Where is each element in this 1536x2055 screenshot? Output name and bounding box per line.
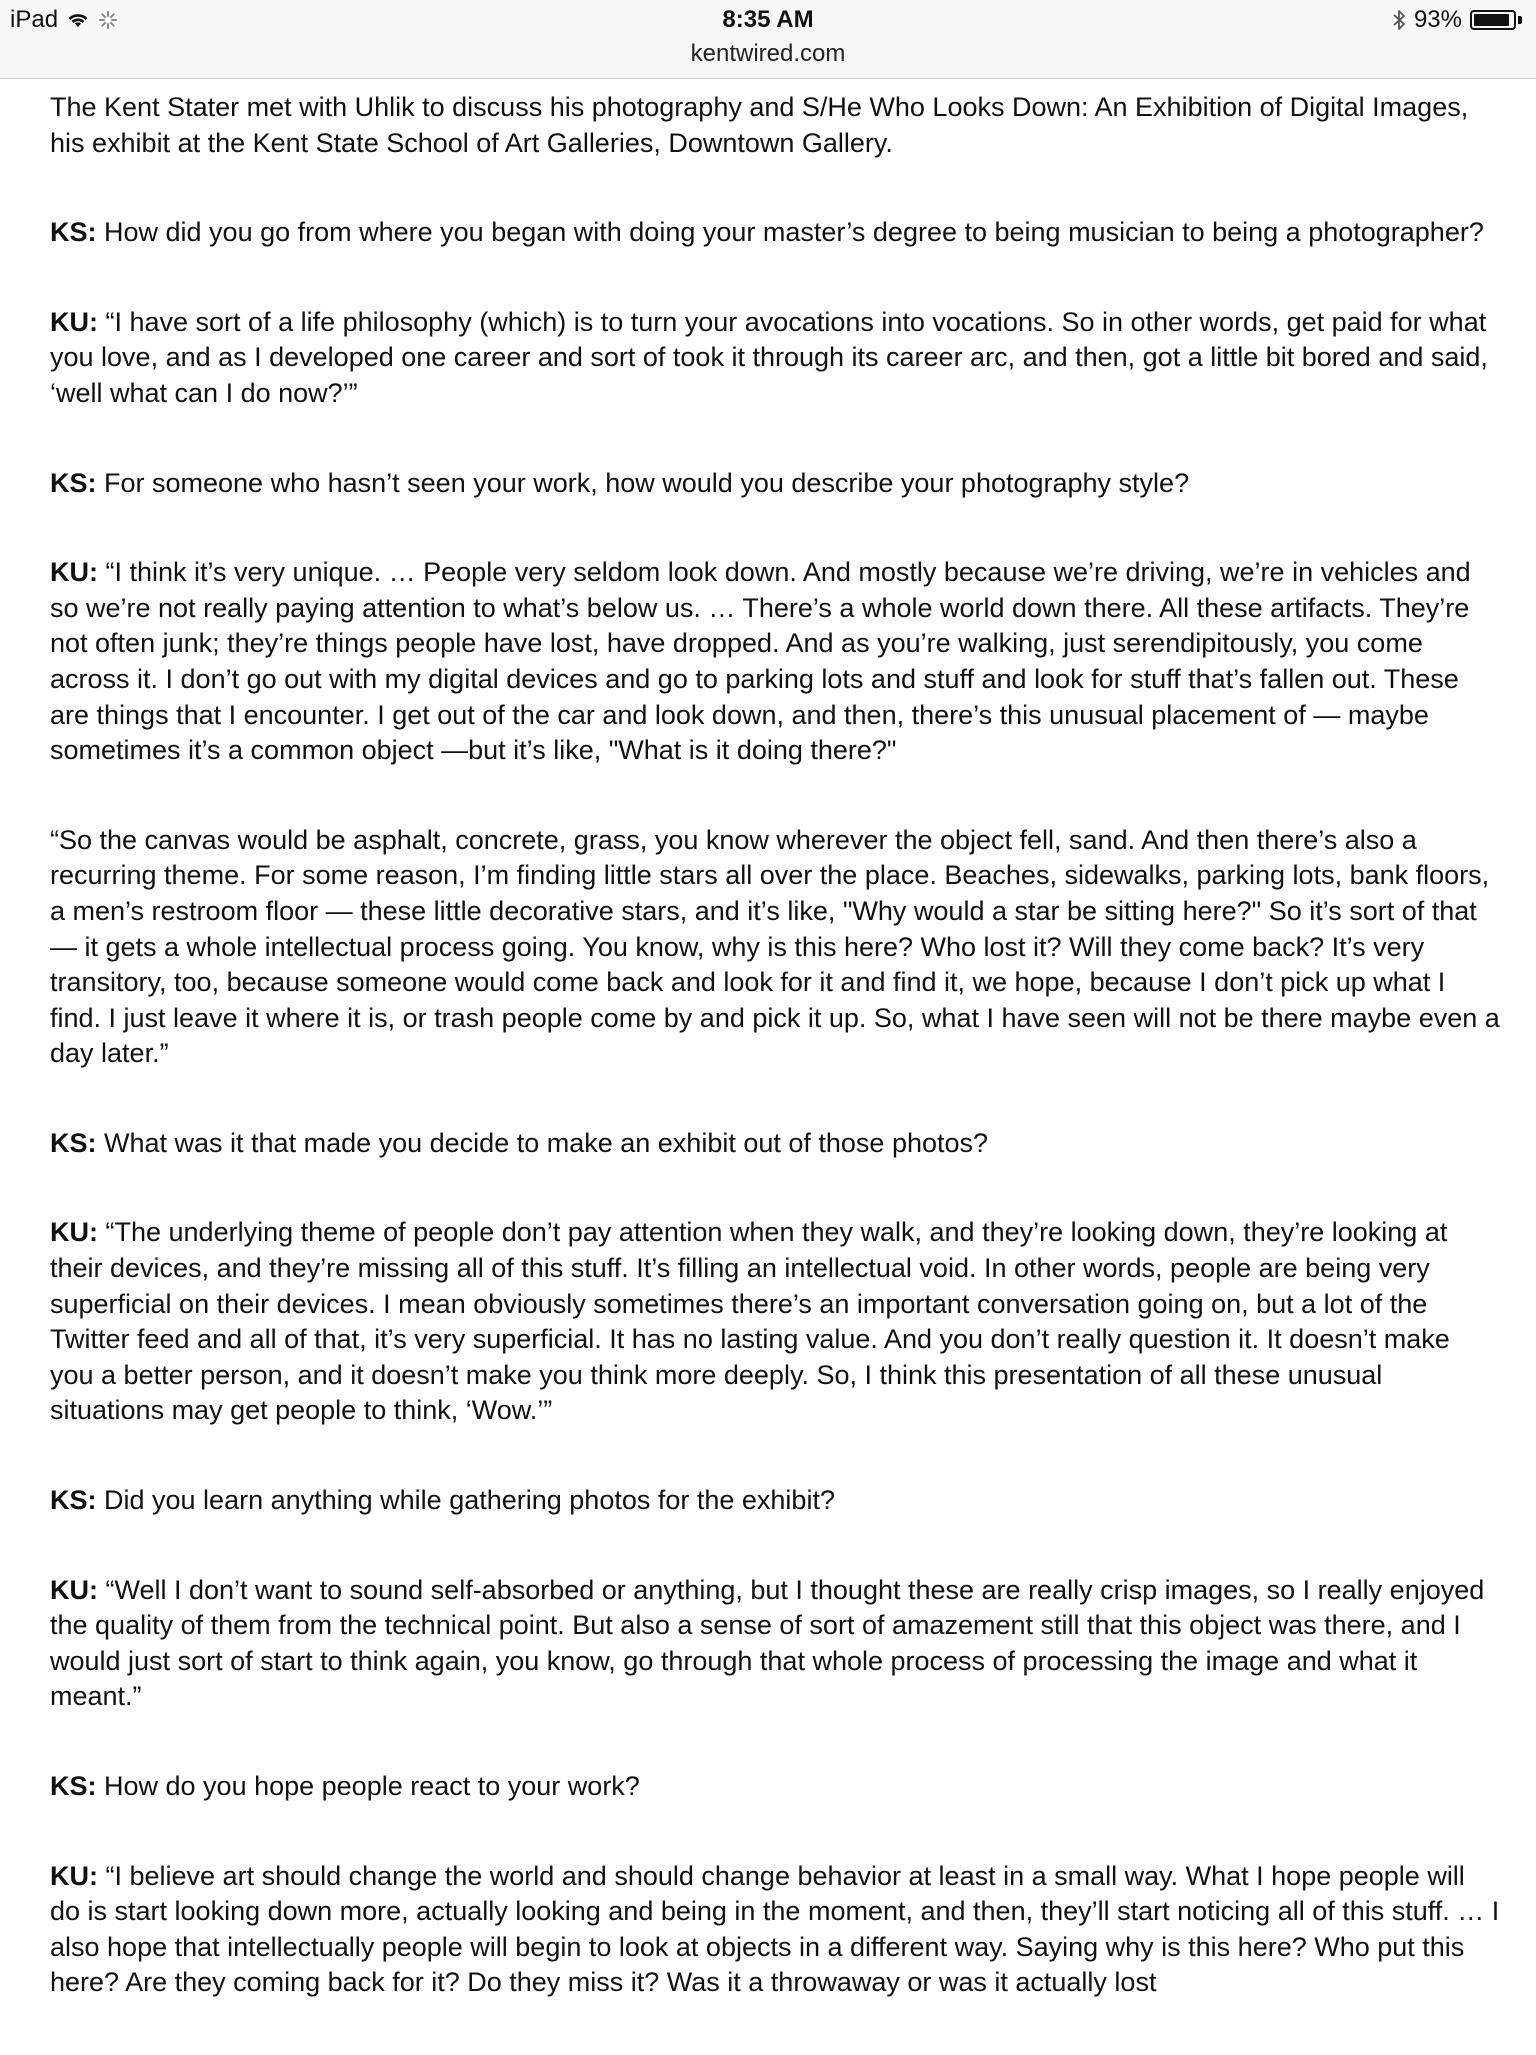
speaker-label: KS: [50, 1485, 97, 1516]
qa-text: Did you learn anything while gathering photos for the exhibit? [96, 1485, 835, 1516]
qa-paragraph [50, 1859, 1500, 2001]
qa-paragraph [50, 1215, 1500, 1429]
qa-paragraph [50, 466, 1500, 502]
qa-text: “Well I don’t want to sound self-absorbed or anything, but I thought these are really crisp images, so I really enjoyed the quality of them from the technical point. But also a sense of sort of amazement still that this object was there, and I would just sort of start to think again, you know, go through that whole process of processing the image and what it meant.” [50, 1574, 1485, 1712]
qa-text: “The underlying theme of people don’t pay attention when they walk, and they’re looking down, they’re looking at their devices, and they’re missing all of this stuff. It’s filling an intellectual void. In other words, people are being very superficial on their devices. I mean obviously sometimes there’s an important conversation going on, but a lot of the Twitter feed and all of that, it’s very superficial. It has no lasting value. And you don’t really question it. It doesn’t make you a better person, and it doesn’t make you think more deeply. So, I think this presentation of all these unusual situations may get people to think, ‘Wow.’” [50, 1217, 1450, 1426]
qa-text: For someone who hasn’t seen your work, how would you describe your photography style? [96, 467, 1190, 498]
battery-fill [1474, 14, 1509, 26]
qa-text: How do you hope people react to your work? [96, 1771, 640, 1801]
speaker-label: KS: [50, 1127, 97, 1158]
speaker-label: KU: [50, 1217, 98, 1248]
speaker-label: KS: [50, 467, 97, 498]
qa-text: How did you go from where you began with doing your master’s degree to being musician to being a photographer? [96, 217, 1484, 248]
qa-text: “So the canvas would be asphalt, concrete, grass, you know wherever the object fell, sand. And then there’s also a recurring theme. For some reason, I’m finding little stars all over the place. Beaches, sidewalks, parking lots, bank floors, a men’s restroom floor — these little decorative stars, and it’s like, "Why would a star be sitting here?" So it’s sort of that — it gets a whole intellectual process going. You know, why is this here? Who lost it? Will they come back? It’s very transitory, too, because someone would come back and look for it and find it, we hope, because I don’t pick up what I find. I just leave it where it is, or trash people come by and pick it up. So, what I have seen will not be there maybe even a day later.” [50, 824, 1500, 1069]
qa-paragraph [50, 215, 1500, 251]
speaker-label: KU: [50, 306, 98, 337]
battery-tip [1518, 16, 1522, 24]
qa-paragraph [50, 1483, 1500, 1519]
speaker-label: KU: [50, 557, 98, 588]
qa-text: “I believe art should change the world and should change behavior at least in a small way. What I hope people will do is start looking down more, actually looking and being in the moment, and then, they’ll start noticing all of this stuff. … I also hope that intellectually people will begin to look at objects in a different way. Saying why is this here? Who put this here? Are they coming back for it? Do they miss it? Was it a throwaway or was it actually lost [50, 1860, 1500, 1998]
device-label: iPad [10, 6, 59, 33]
qa-paragraph [50, 555, 1500, 769]
qa-paragraph [50, 1769, 1500, 1805]
battery-percent: 93% [1413, 6, 1462, 33]
qa-list [50, 215, 1500, 2001]
ios-status-bar [0, 0, 1536, 79]
speaker-label: KS: [50, 1771, 97, 1801]
qa-paragraph [50, 823, 1500, 1072]
speaker-label: KU: [50, 1574, 98, 1605]
qa-text: What was it that made you decide to make an exhibit out of those photos? [96, 1127, 989, 1158]
speaker-label: KU: [50, 1860, 98, 1891]
qa-text: “I think it’s very unique. … People very seldom look down. And mostly because we’re driving, we’re in vehicles and so we’re not really paying attention to what’s below us. … There’s a whole world down there. All these artifacts. They’re not often junk; they’re things people have lost, have dropped. And as you’re walking, just serendipitously, you come across it. I don’t go out with my digital devices and go to parking lots and stuff and look for stuff that’s fallen out. These are things that I encounter. I get out of the car and look down, and then, there’s this unusual placement of — maybe sometimes it’s a common object —but it’s like, "What is it doing there?" [50, 557, 1471, 766]
qa-paragraph [50, 1126, 1500, 1162]
article-intro: The Kent Stater met with Uhlik to discuss his photography and S/He Who Looks Down: An Exhibition of Digital Images, his exhibit at the Kent State School of Art Galleries, Downtown Gallery. [50, 92, 1469, 158]
address-bar[interactable]: kentwired.com [690, 40, 846, 67]
qa-paragraph [50, 305, 1500, 412]
bluetooth-icon [1392, 9, 1406, 31]
status-right [1392, 6, 1522, 34]
battery-icon [1470, 10, 1516, 30]
clock: 8:35 AM [722, 6, 814, 33]
qa-paragraph [50, 1573, 1500, 1715]
speaker-label: KS: [50, 217, 97, 248]
qa-text: “I have sort of a life philosophy (which) is to turn your avocations into vocations. So in other words, get paid for what you love, and as I developed one career and sort of took it through its career arc, and then, got a little bit bored and said, ‘well what can I do now?’” [50, 306, 1488, 408]
article-body [50, 78, 1500, 2055]
